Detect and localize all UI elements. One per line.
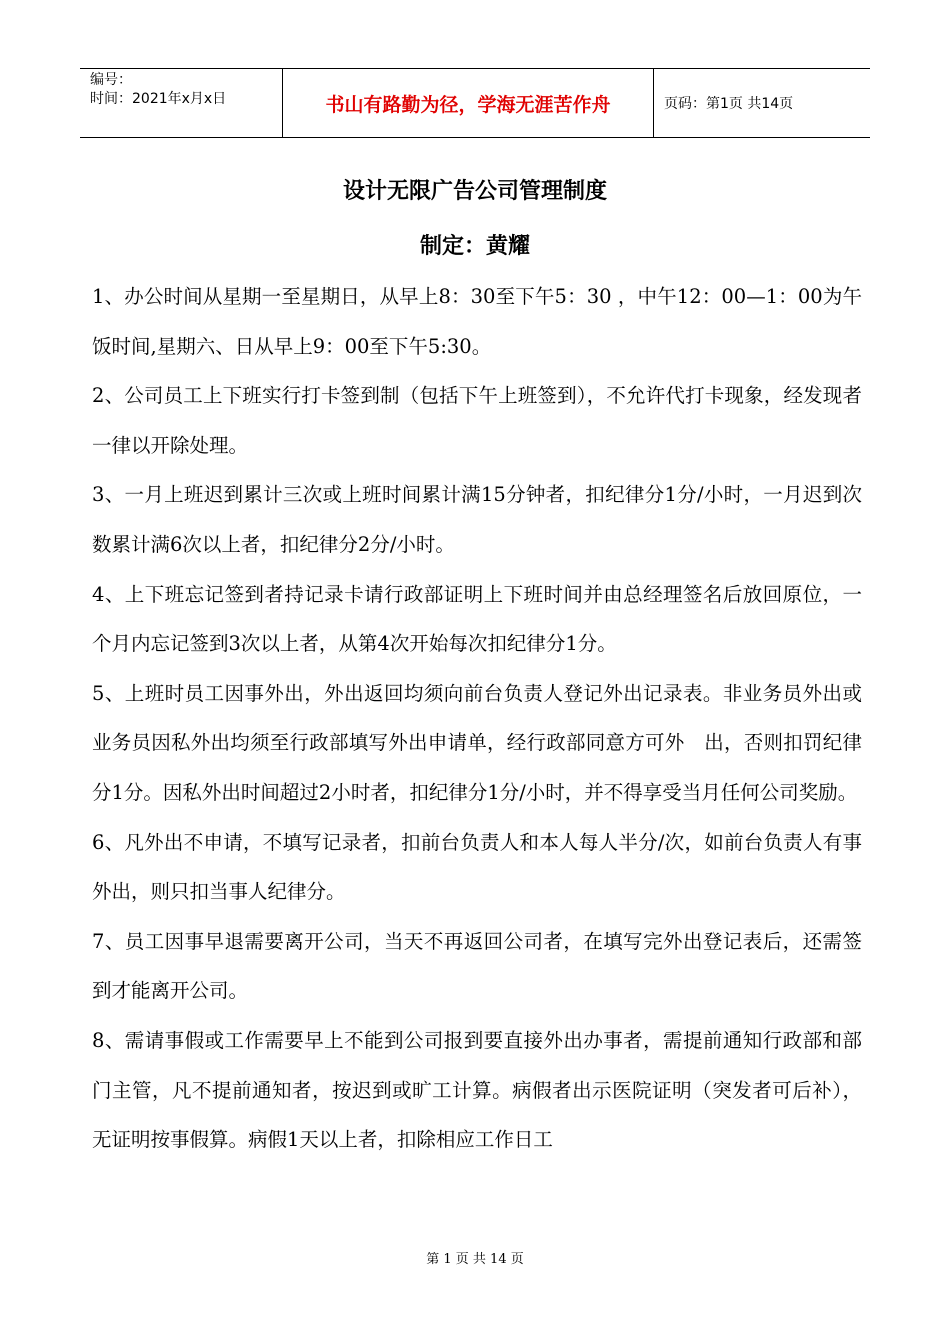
paragraph-8: 8、需请事假或工作需要早上不能到公司报到要直接外出办事者，需提前通知行政部和部门主管，凡不提前通知者，按迟到或旷工计算。病假者出示医院证明（突发者可后补），无证明按事假算。病假1天以上者，扣除相应工作日工: [92, 1028, 862, 1152]
paragraph-2: 2、公司员工上下班实行打卡签到制（包括下午上班签到），不允许代打卡现象，经发现者一律以开除处理。: [92, 384, 862, 457]
header-meta-cell: [80, 69, 282, 137]
paragraph-5: 5、上班时员工因事外出，外出返回均须向前台负责人登记外出记录表。非业务员外出或业务员因私外出均须至行政部填写外出申请单，经行政部同意方可外 出，否则扣罚纪律分1分。因私外出时间超过2小时者，扣纪律分1分/小时，并不得享受当月任何公司奖励。: [92, 681, 862, 804]
paragraph-7: 7、员工因事早退需要离开公司，当天不再返回公司者，在填写完外出登记表后，还需签到才能离开公司。: [92, 929, 862, 1003]
paragraph-4: 4、上下班忘记签到者持记录卡请行政部证明上下班时间并由总经理签名后放回原位，一 个月内忘记签到3次以上者，从第4次开始每次扣纪律分1分。: [92, 582, 882, 656]
header-page-info: 页码：第1页 共14页: [664, 96, 794, 112]
document-author: 制定：黄耀: [419, 234, 530, 259]
document-number-label: 编号：: [90, 72, 132, 88]
document-body: [92, 272, 882, 1165]
paragraph-1: 1、办公时间从星期一至星期日，从早上8：30至下午5：30 ，中午12：00—1：00为午饭时间,星期六、日从早上9：00至下午5:30。: [92, 285, 862, 358]
page-footer: 第 1 页 共 14 页: [426, 1252, 524, 1267]
header-motto: 书山有路勤为径，学海无涯苦作舟: [282, 69, 654, 137]
paragraph-3: 3、一月上班迟到累计三次或上班时间累计满15分钟者，扣纪律分1分/小时，一月迟到次数累计满6次以上者，扣纪律分2分/小时。: [92, 483, 862, 556]
header-table: [80, 68, 870, 138]
document-title: 设计无限广告公司管理制度: [342, 179, 607, 204]
document-time-label: 时间：2021年x月x日: [90, 91, 227, 107]
paragraph-6: 6、凡外出不申请，不填写记录者，扣前台负责人和本人每人半分/次，如前台负责人有事外出，则只扣当事人纪律分。: [92, 830, 862, 904]
